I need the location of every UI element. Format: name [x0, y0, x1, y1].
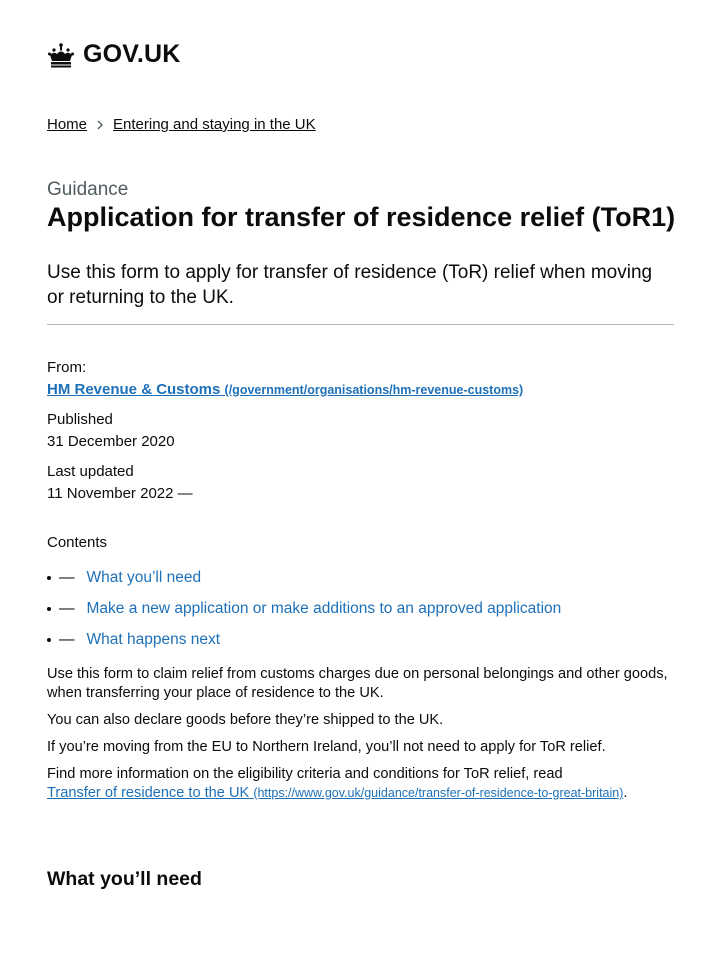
from-org-path: (/government/organisations/hm-revenue-customs): [224, 383, 524, 397]
contents-link-what-happens-next[interactable]: What happens next: [86, 630, 221, 648]
contents-link-what-youll-need[interactable]: What you’ll need: [86, 568, 202, 586]
more-info-end: .: [623, 785, 628, 801]
breadcrumb: [47, 116, 316, 133]
section-heading-what-youll-need: What you’ll need: [47, 868, 202, 890]
from-org-name: HM Revenue & Customs: [47, 381, 221, 398]
published-date: 31 December 2020: [47, 433, 175, 450]
contents-list: [47, 562, 561, 655]
divider: [47, 324, 674, 325]
page-caption: Guidance: [47, 179, 129, 200]
contents-item: [47, 593, 561, 624]
body-text: [47, 665, 677, 811]
contents-link-make-application[interactable]: Make a new application or make additions to an approved application: [86, 599, 562, 617]
more-info-text: Find more information on the eligibility criteria and conditions for ToR relief, read: [47, 766, 563, 782]
updated-label: Last updated: [47, 463, 134, 480]
bullet-icon: [47, 607, 51, 611]
contents-dash: —: [59, 599, 75, 617]
transfer-of-residence-url: (https://www.gov.uk/guidance/transfer-of-residence-to-great-britain): [253, 786, 624, 800]
contents-item: [47, 562, 561, 593]
contents-dash: —: [59, 630, 75, 648]
published-label: Published: [47, 411, 113, 428]
govuk-logotype: GOV.UK: [83, 40, 181, 68]
breadcrumb-home-link[interactable]: Home: [47, 116, 88, 133]
crown-icon: [47, 42, 75, 68]
metadata-published: [47, 409, 677, 453]
from-org-link[interactable]: [47, 381, 523, 398]
transfer-of-residence-link-text: Transfer of residence to the UK: [47, 785, 250, 801]
metadata-updated: [47, 461, 677, 505]
metadata: [47, 357, 677, 513]
bullet-icon: [47, 638, 51, 642]
contents-dash: —: [59, 568, 75, 586]
bullet-icon: [47, 576, 51, 580]
page-title: Application for transfer of residence relief (ToR1): [47, 202, 676, 232]
body-paragraph: You can also declare goods before they’re shipped to the UK.: [47, 712, 444, 728]
breadcrumb-entering-staying-link[interactable]: Entering and staying in the UK: [113, 116, 316, 133]
contents-heading: Contents: [47, 534, 108, 551]
transfer-of-residence-link[interactable]: [47, 785, 623, 801]
body-paragraph-more-info: [47, 765, 677, 803]
metadata-from: [47, 357, 677, 401]
govuk-logo-link[interactable]: [47, 40, 181, 69]
updated-date: 11 November 2022 —: [47, 485, 193, 502]
body-paragraph: Use this form to claim relief from customs charges due on personal belongings and other goods, when transferring your place of residence to the UK.: [47, 666, 668, 701]
chevron-right-icon: [95, 119, 105, 131]
body-paragraph: If you’re moving from the EU to Northern Ireland, you’ll not need to apply for ToR relief.: [47, 739, 606, 755]
from-label: From:: [47, 359, 87, 376]
page-lead: Use this form to apply for transfer of residence (ToR) relief when moving or returning to the UK.: [47, 262, 653, 308]
contents-item: [47, 624, 561, 655]
